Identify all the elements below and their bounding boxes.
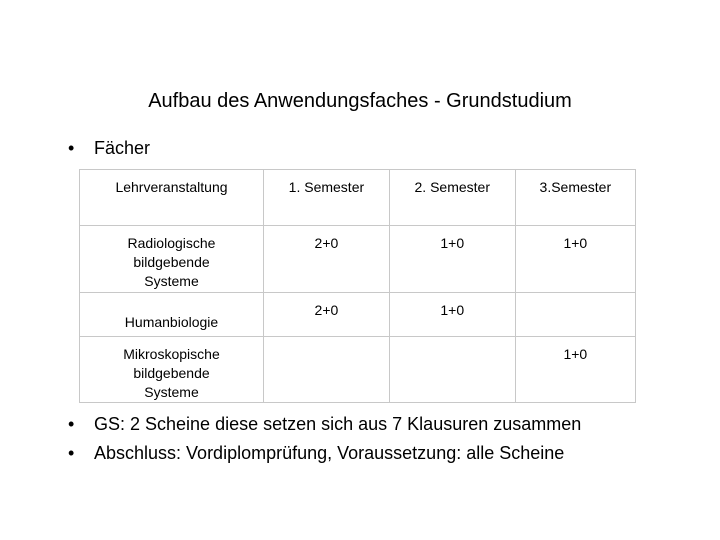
table-cell: 1+0 (389, 293, 515, 337)
table-cell (389, 337, 515, 403)
table-row (80, 226, 636, 293)
course-name-cell (80, 337, 264, 403)
slide-title: Aufbau des Anwendungsfaches - Grundstudium (148, 90, 572, 112)
table-cell: 2+0 (264, 293, 390, 337)
bullet-dot: • (68, 138, 75, 158)
header-cell: Lehrveranstaltung (80, 170, 264, 226)
table-cell: 1+0 (389, 226, 515, 293)
bullet-dot: • (68, 443, 75, 463)
table-header-row (80, 170, 636, 226)
course-name: Radiologische bildgebende Systeme (127, 235, 216, 289)
header-cell: 2. Semester (389, 170, 515, 226)
bullet-faecher (68, 138, 150, 159)
table-cell: 1+0 (515, 337, 635, 403)
table-row (80, 293, 636, 337)
table-row (80, 337, 636, 403)
table-cell (515, 293, 635, 337)
course-name-cell (80, 226, 264, 293)
course-name-cell: Humanbiologie (80, 293, 264, 337)
bullet-text: Fächer (94, 138, 151, 158)
bullet-gs (68, 414, 581, 435)
course-table (79, 169, 636, 403)
header-cell: 3.Semester (515, 170, 635, 226)
table-cell (264, 337, 390, 403)
bullet-text: Abschluss: Vordiplomprüfung, Voraussetzung: alle Scheine (94, 443, 565, 463)
header-cell: 1. Semester (264, 170, 390, 226)
table-cell: 2+0 (264, 226, 390, 293)
bullet-abschluss (68, 443, 564, 464)
bullet-dot: • (68, 414, 75, 434)
course-name: Mikroskopische bildgebende Systeme (123, 346, 220, 400)
bullet-text: GS: 2 Scheine diese setzen sich aus 7 Klausuren zusammen (94, 414, 582, 434)
table-cell: 1+0 (515, 226, 635, 293)
